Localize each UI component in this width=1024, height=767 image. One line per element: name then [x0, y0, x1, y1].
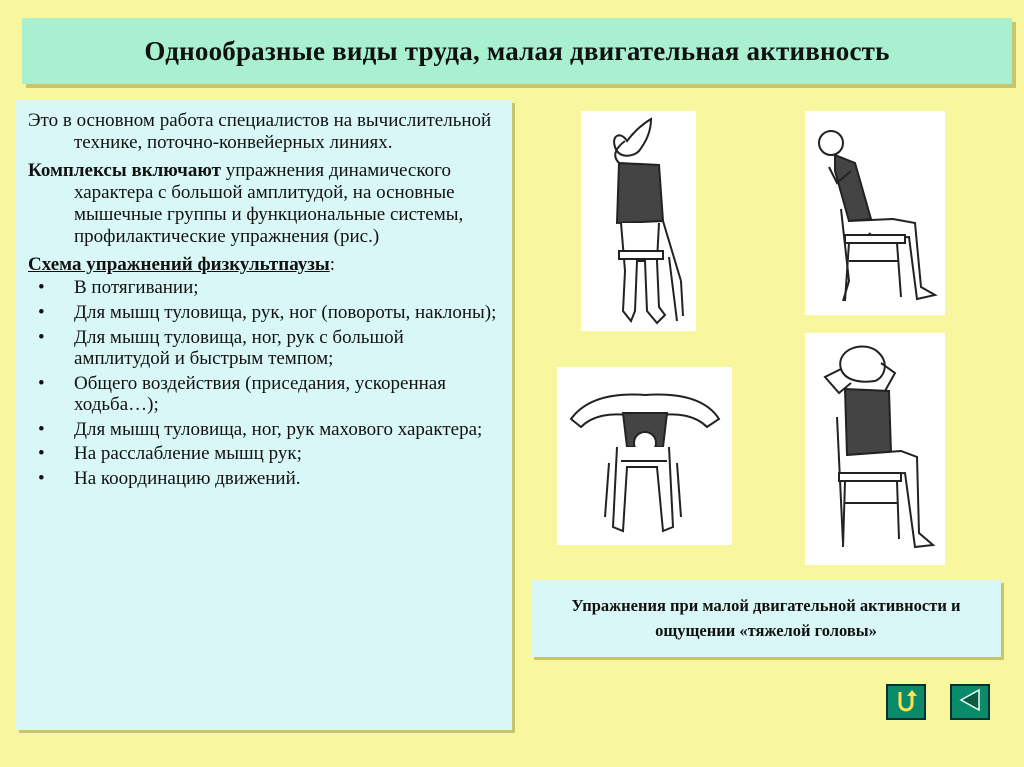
text-panel	[16, 100, 512, 730]
return-arrow-icon	[893, 688, 919, 717]
list-item: • Для мышц туловища, ног, рук с большой амплитудой и быстрым темпом;	[28, 328, 502, 370]
complexes-text: упражнения динамического характера с большой амплитудой, на основные мышечные группы и функциональные системы, профилактические упражнения (рис.)	[74, 160, 464, 248]
schema-heading	[28, 254, 502, 276]
complexes-paragraph	[28, 160, 502, 248]
list-item: • Для мышц туловища, ног, рук махового характера;	[28, 420, 502, 441]
return-button[interactable]	[886, 684, 926, 720]
list-item: • В потягивании;	[28, 278, 502, 299]
page-title: Однообразные виды труда, малая двигательная активность	[144, 35, 890, 66]
exercise-figure-2	[805, 111, 945, 315]
list-item: • На координацию движений.	[28, 469, 502, 490]
complexes-bold: Комплексы включают	[28, 160, 221, 182]
schema-title: Схема упражнений физкультпаузы	[28, 254, 330, 276]
list-item: • На расслабление мышц рук;	[28, 444, 502, 465]
figure-caption: Упражнения при малой двигательной активности и ощущении «тяжелой головы»	[531, 580, 1001, 657]
list-item: • Для мышц туловища, рук, ног (повороты, наклоны);	[28, 303, 502, 324]
back-button[interactable]	[950, 684, 990, 720]
schema-colon: :	[329, 254, 335, 276]
intro-paragraph: Это в основном работа специалистов на вычислительной технике, поточно-конвейерных линиях.	[28, 110, 492, 154]
exercise-figure-3	[557, 367, 732, 545]
exercise-figure-4	[805, 333, 945, 565]
list-item: • Общего воздействия (приседания, ускоренная ходьба…);	[28, 374, 502, 416]
exercise-figure-1	[581, 111, 696, 331]
exercise-list	[28, 278, 502, 490]
title-banner	[22, 18, 1012, 84]
back-triangle-icon	[957, 687, 983, 718]
